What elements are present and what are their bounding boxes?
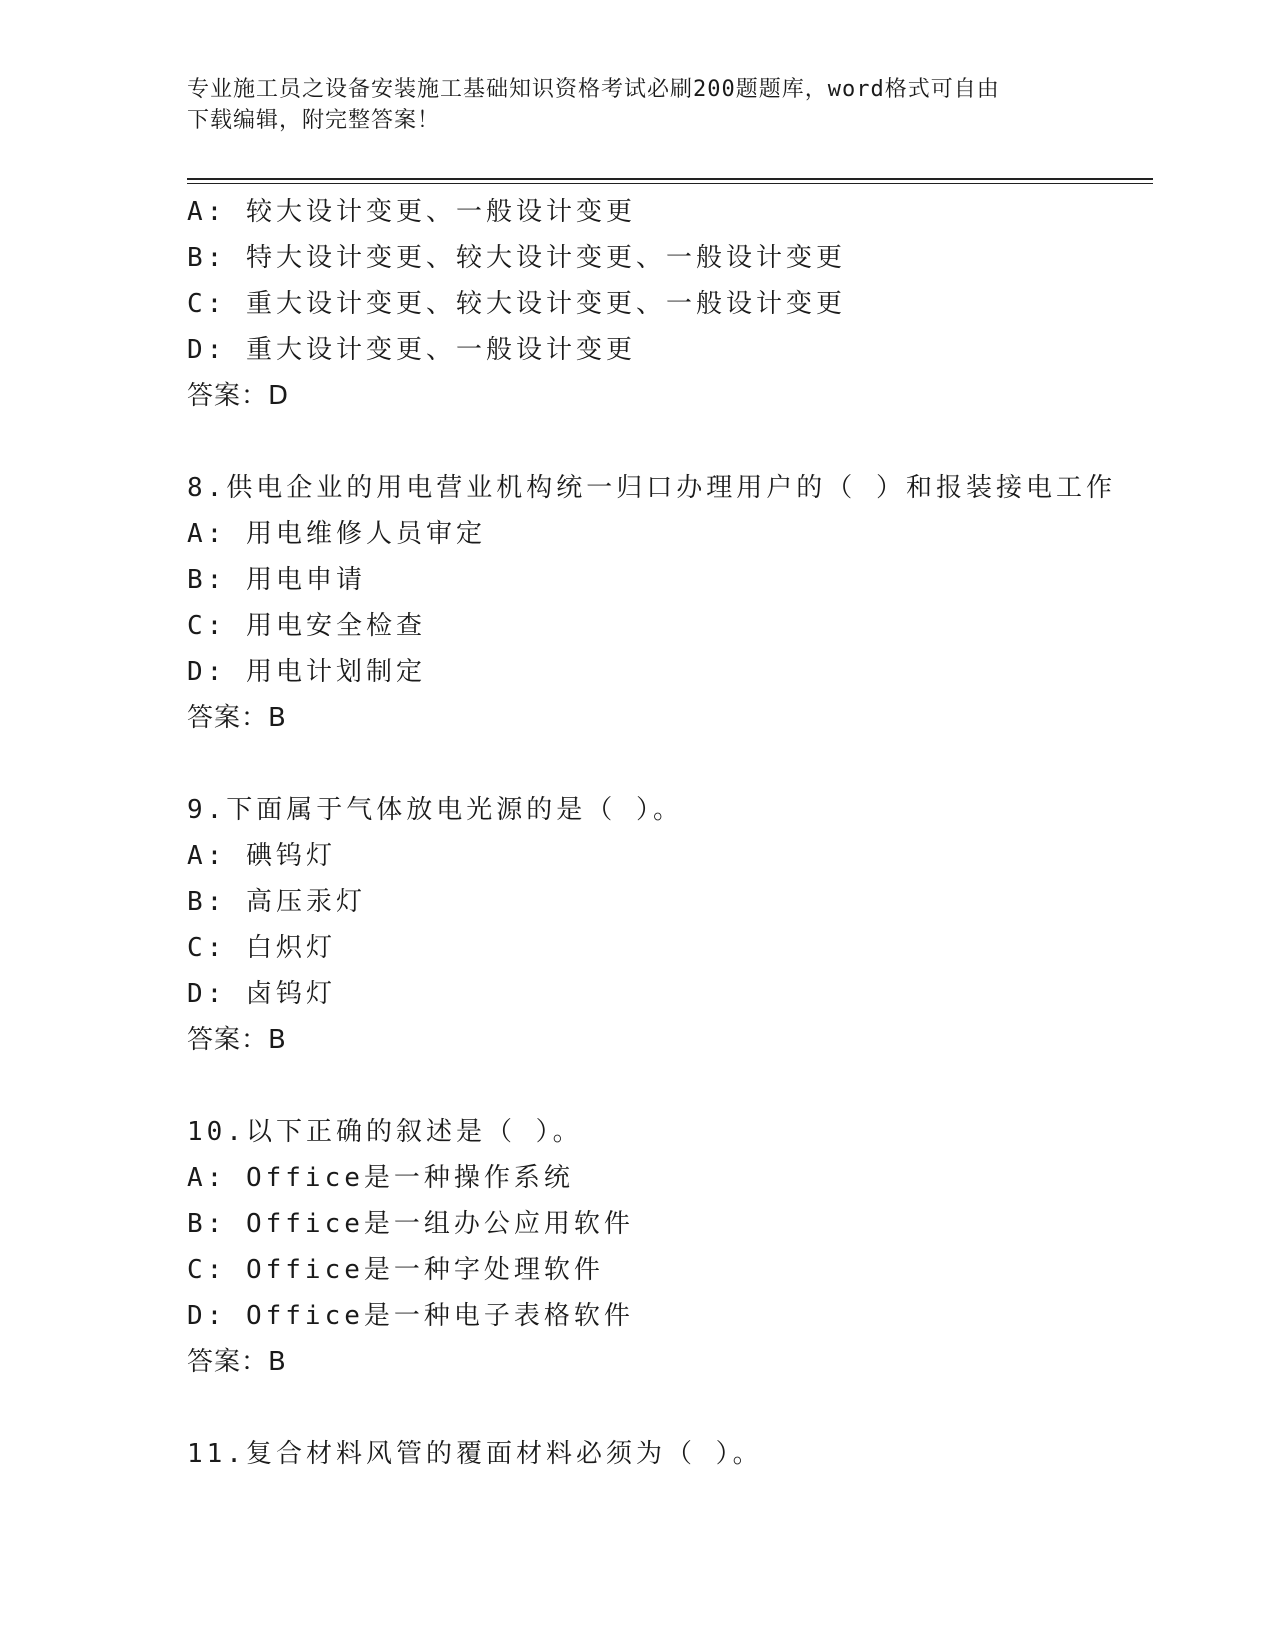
option-d: D: 用电计划制定 [187,657,426,687]
document-header [187,74,1067,136]
answer: 答案：B [187,1347,287,1377]
option-d: D: 重大设计变更、一般设计变更 [187,335,636,365]
spacer [187,419,1147,465]
question-11 [187,1431,1147,1477]
question-text: 8.供电企业的用电营业机构统一归口办理用户的（ ）和报装接电工作 [187,473,1116,503]
question-list [187,189,1147,1477]
spacer [187,1385,1147,1431]
option-d: D: 卤钨灯 [187,979,336,1009]
option-a: A: 较大设计变更、一般设计变更 [187,197,636,227]
header-divider-thick [187,178,1153,180]
answer: 答案：D [187,381,290,411]
option-b: B: 高压汞灯 [187,887,366,917]
question-text: 11.复合材料风管的覆面材料必须为（ ）。 [187,1439,763,1469]
spacer [187,741,1147,787]
option-c: C: Office是一种字处理软件 [187,1255,604,1285]
option-d: D: Office是一种电子表格软件 [187,1301,634,1331]
option-a: A: Office是一种操作系统 [187,1163,574,1193]
question-text: 10.以下正确的叙述是（ ）。 [187,1117,583,1147]
question-8 [187,465,1147,741]
option-c: C: 重大设计变更、较大设计变更、一般设计变更 [187,289,846,319]
option-a: A: 碘钨灯 [187,841,336,871]
question-text: 9.下面属于气体放电光源的是（ ）。 [187,795,683,825]
question-7 [187,189,1147,419]
answer: 答案：B [187,703,287,733]
option-b: B: 用电申请 [187,565,366,595]
option-c: C: 白炽灯 [187,933,336,963]
answer: 答案：B [187,1025,287,1055]
question-9 [187,787,1147,1063]
header-divider-thin [187,183,1153,184]
header-line-1: 专业施工员之设备安装施工基础知识资格考试必刷200题题库，word格式可自由 [187,77,1000,102]
option-a: A: 用电维修人员审定 [187,519,486,549]
header-line-2: 下载编辑，附完整答案！ [187,108,441,133]
option-c: C: 用电安全检查 [187,611,426,641]
question-10 [187,1109,1147,1385]
option-b: B: Office是一组办公应用软件 [187,1209,634,1239]
option-b: B: 特大设计变更、较大设计变更、一般设计变更 [187,243,846,273]
spacer [187,1063,1147,1109]
